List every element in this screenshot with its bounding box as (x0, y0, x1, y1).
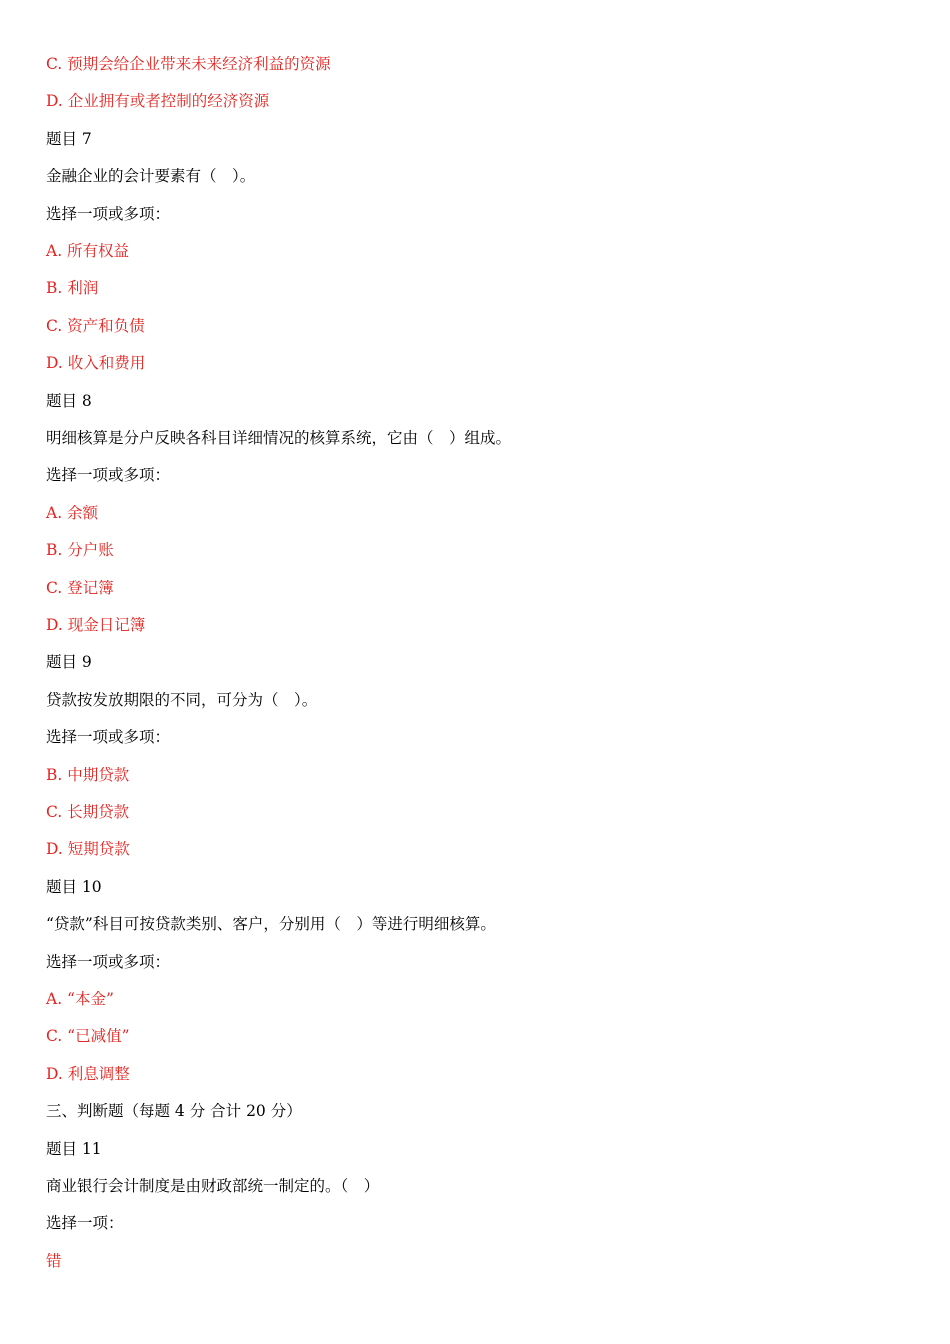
text-line: 贷款按发放期限的不同，可分为（ ）。 (46, 690, 318, 709)
answer-option: C. 资产和负债 (46, 316, 145, 335)
answer-option: A. 所有权益 (46, 242, 130, 260)
text-line: 选择一项或多项： (46, 728, 171, 747)
text-line: 商业银行会计制度是由财政部统一制定的。（ ） (46, 1177, 380, 1195)
text-line: 三、判断题（每题 4 分 合计 20 分） (46, 1102, 302, 1121)
text-line: 题目 11 (46, 1139, 102, 1158)
text-line: 选择一项或多项： (46, 952, 171, 971)
answer-option: C. 登记簿 (46, 578, 114, 597)
text-line: 金融企业的会计要素有（ ）。 (46, 167, 256, 186)
answer-option: C. 长期贷款 (46, 803, 130, 821)
text-line: “贷款”科目可按贷款类别、客户，分别用（ ）等进行明细核算。 (46, 915, 496, 934)
answer-option: 错 (46, 1251, 62, 1270)
answer-option: C. 预期会给企业带来未来经济利益的资源 (46, 55, 331, 73)
answer-option: B. 分户账 (46, 541, 114, 560)
answer-option: D. 企业拥有或者控制的经济资源 (46, 92, 270, 111)
answer-option: B. 利润 (46, 279, 99, 298)
answer-option: D. 收入和费用 (46, 354, 146, 373)
answer-option: D. 现金日记簿 (46, 616, 146, 634)
answer-option: A. “本金” (46, 990, 114, 1008)
text-line: 选择一项或多项： (46, 466, 171, 485)
answer-option: D. 短期贷款 (46, 840, 130, 859)
text-line: 题目 8 (46, 391, 92, 410)
text-line: 明细核算是分户反映各科目详细情况的核算系统，它由（ ）组成。 (46, 429, 512, 447)
text-line: 选择一项或多项： (46, 204, 171, 223)
text-line: 选择一项： (46, 1214, 124, 1233)
text-line: 题目 10 (46, 877, 102, 896)
answer-option: B. 中期贷款 (46, 765, 130, 784)
answer-option: C. “已减值” (46, 1027, 130, 1046)
text-line: 题目 7 (46, 129, 92, 148)
answer-option: A. 余额 (46, 503, 99, 522)
answer-option: D. 利息调整 (46, 1064, 130, 1083)
text-line: 题目 9 (46, 653, 92, 672)
